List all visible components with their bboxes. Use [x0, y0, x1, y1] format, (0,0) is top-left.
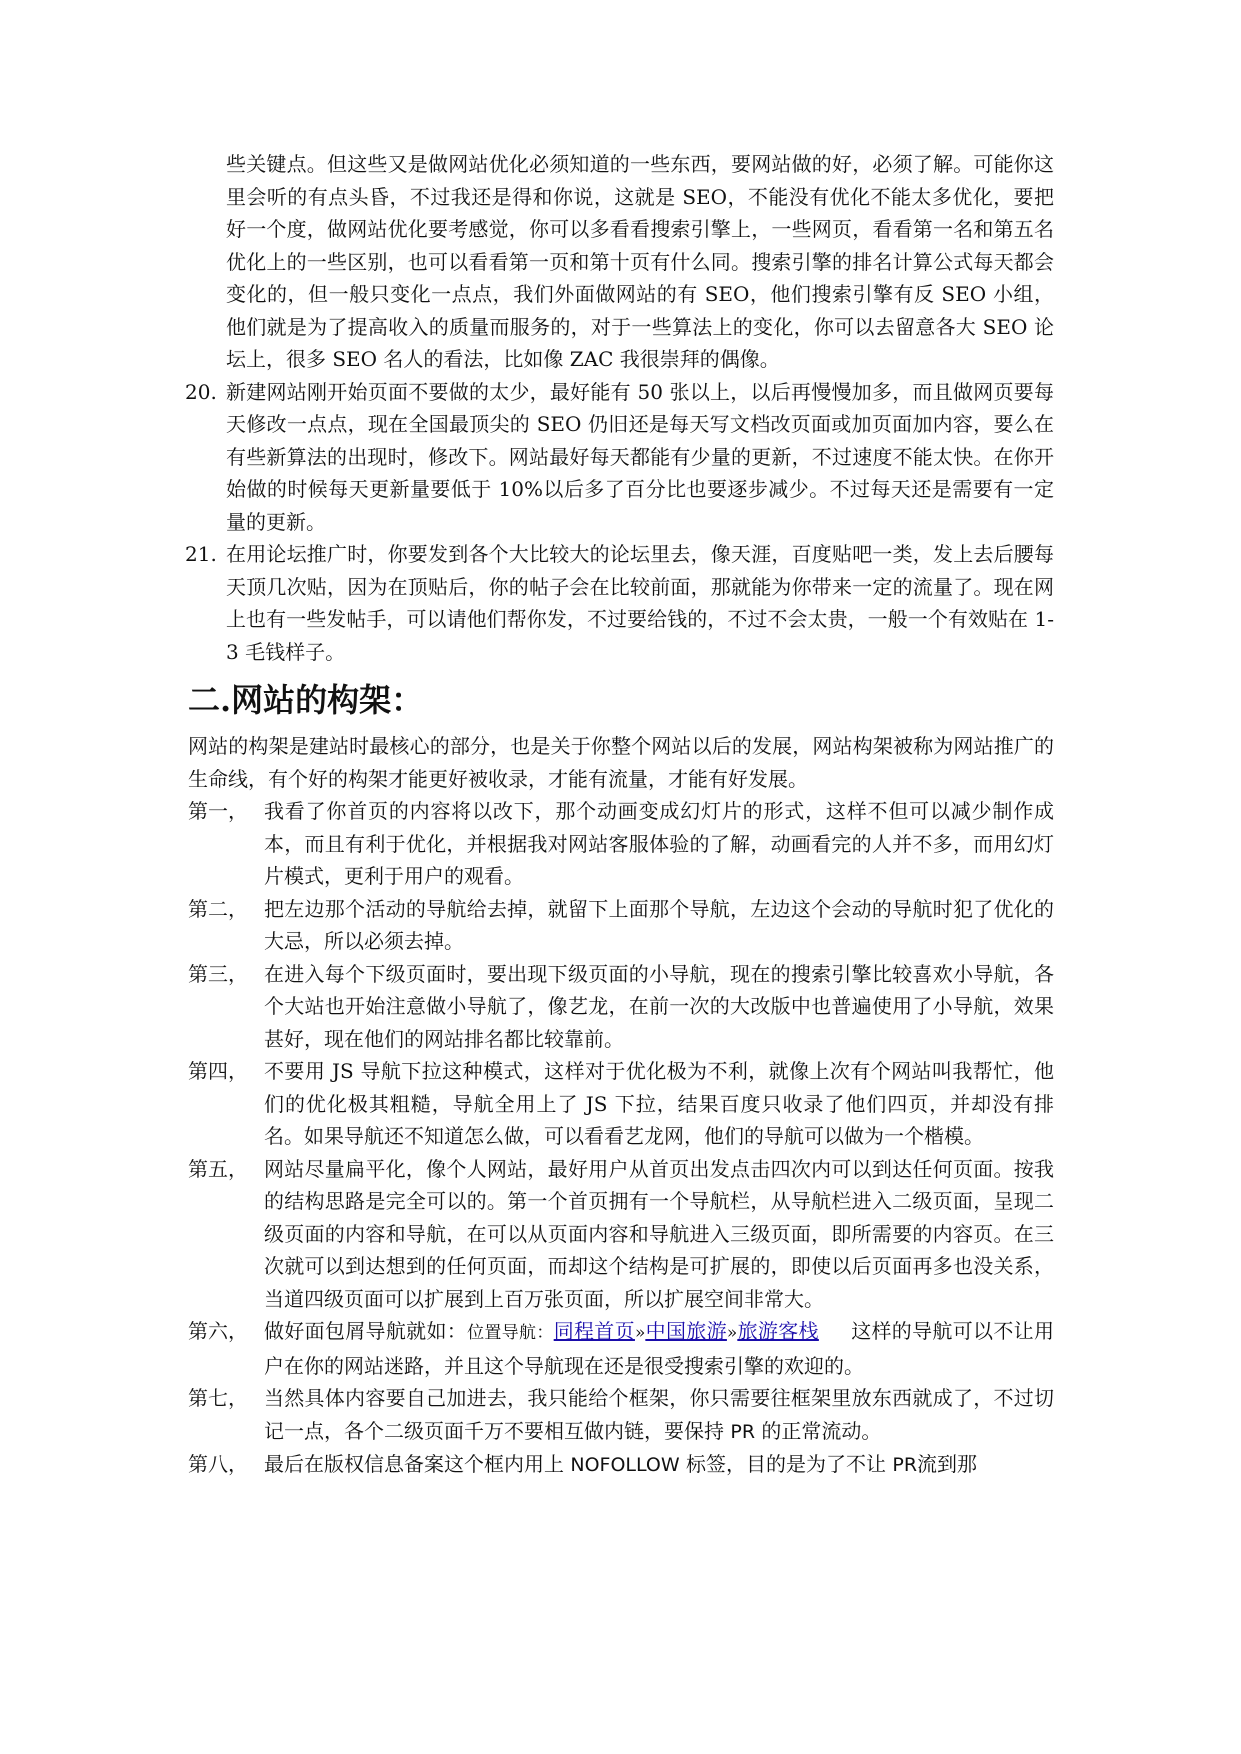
breadcrumb-label: 位置导航：: [467, 1323, 554, 1343]
list-item-text: 在用论坛推广时，你要发到各个大比较大的论坛里去，像天涯，百度贴吧一类，发上去后腰每天顶几次贴，因为在顶贴后，你的帖子会在比较前面，那就能为你带来一定的流量了。现在网上也有一些发帖手，可以请他们帮你发，不过要给钱的，不过不会太贵，一般一个有效贴在 1-3 毛钱样子。: [226, 542, 1054, 664]
point-text: 我看了你首页的内容将以改下，那个动画变成幻灯片的形式，这样不但可以减少制作成本，而且有利于优化，并根据我对网站客服体验的了解，动画看完的人并不多，而用幻灯片模式，更利于用户的观看。: [264, 799, 1054, 888]
point-label: 第三，: [188, 961, 248, 986]
point-text-a: 最后在版权信息备案这个框内用上: [264, 1452, 564, 1476]
point-label: 第四，: [188, 1059, 248, 1083]
point-item-2: [188, 893, 1054, 958]
point-text-tail: 这样的导航可以不让用户在你的网站迷路，并且这个导航现在还是很受搜索引擎的欢迎的。: [264, 1319, 1054, 1378]
breadcrumb-separator: »: [634, 1323, 646, 1343]
point-label: 第五，: [188, 1156, 248, 1181]
list-number: 21.: [185, 542, 217, 566]
point-text: 把左边那个活动的导航给去掉，就留下上面那个导航，左边这个会动的导航时犯了优化的大忌，所以必须去掉。: [264, 896, 1054, 953]
point-item-7: [188, 1382, 1054, 1448]
point-item-1: [188, 795, 1054, 893]
point-label: 第六，: [188, 1319, 248, 1343]
point-text: 不要用 JS 导航下拉这种模式，这样对于优化极为不利，就像上次有个网站叫我帮忙，他们的优化极其粗糙，导航全用上了 JS 下拉，结果百度只收录了他们四页，并却没有排名。如果导航还不知道怎么做，可以看看艺龙网，他们的导航可以做为一个楷模。: [264, 1059, 1054, 1148]
point-item-5: [188, 1153, 1054, 1316]
pr-term: PR: [892, 1454, 918, 1476]
breadcrumb-link-inns[interactable]: 旅游客栈: [737, 1319, 819, 1343]
section-heading: 二.网站的构架：: [188, 681, 424, 719]
breadcrumb-link-home[interactable]: 同程首页: [553, 1319, 635, 1343]
point-text: 网站尽量扁平化，像个人网站，最好用户从首页出发点击四次内可以到达任何页面。按我的结构思路是完全可以的。第一个首页拥有一个导航栏，从导航栏进入二级页面，呈现二级页面的内容和导航，在可以从页面内容和导航进入三级页面，即所需要的内容页。在三次就可以到达想到的任何页面，而却这个结构是可扩展的，即使以后页面再多也没关系，当道四级页面可以扩展到上百万张页面，所以扩展空间非常大。: [264, 1156, 1054, 1311]
point-text-b: 标签，目的是为了不让: [686, 1452, 887, 1476]
breadcrumb-separator: »: [726, 1323, 738, 1343]
list-number: 20.: [185, 379, 217, 404]
breadcrumb-link-china-travel[interactable]: 中国旅游: [645, 1319, 727, 1343]
point-item-6: [188, 1315, 1054, 1382]
section-intro: 网站的构架是建站时最核心的部分，也是关于你整个网站以后的发展，网站构架被称为网站推广的生命线，有个好的构架才能更好被收录，才能有流量，才能有好发展。: [188, 734, 1054, 791]
list-item-20: [185, 376, 1054, 539]
point-text: 在进入每个下级页面时，要出现下级页面的小导航，现在的搜索引擎比较喜欢小导航，各个大站也开始注意做小导航了，像艺龙，在前一次的大改版中也普遍使用了小导航，效果甚好，现在他们的网站排名都比较靠前。: [264, 961, 1054, 1051]
point-text-lead: 做好面包屑导航就如：: [264, 1319, 468, 1343]
continuation-paragraph: 些关键点。但这些又是做网站优化必须知道的一些东西，要网站做的好，必须了解。可能你这里会听的有点头昏，不过我还是得和你说，这就是 SEO，不能没有优化不能太多优化，要把好一个度，做网站优化要考感觉，你可以多看看搜索引擎上，一些网页，看看第一名和第五名优化上的一些区别，也可以看看第一页和第十页有什么同。搜索引擎的排名计算公式每天都会变化的，但一般只变化一点点，我们外面做网站的有 SEO，他们搜索引擎有反 SEO 小组，他们就是为了提高收入的质量而服务的，对于一些算法上的变化，你可以去留意各大 SEO 论坛上，很多 SEO 名人的看法，比如像 ZAC 我很崇拜的偶像。: [226, 152, 1054, 371]
point-text-b: 的正常流动。: [761, 1418, 882, 1443]
point-label: 第一，: [188, 799, 248, 823]
point-item-4: [188, 1055, 1054, 1153]
point-label: 第七，: [188, 1386, 248, 1410]
list-item-21: [185, 538, 1054, 668]
point-item-3: [188, 958, 1054, 1056]
point-label: 第二，: [188, 896, 248, 921]
point-text-c: 流到那: [917, 1452, 978, 1476]
breadcrumb: [554, 1319, 819, 1343]
point-label: 第八，: [188, 1452, 248, 1476]
point-text-a: 当然具体内容要自己加进去，我只能给个框架，你只需要往框架里放东西就成了，不过切记一点，各个二级页面千万不要相互做内链，要保持: [264, 1386, 1054, 1443]
list-item-text: 新建网站刚开始页面不要做的太少，最好能有 50 张以上，以后再慢慢加多，而且做网页要每天修改一点点，现在全国最顶尖的 SEO 仍旧还是每天写文档改页面或加页面加内容，要么在有些新算法的出现时，修改下。网站最好每天都能有少量的更新，不过速度不能太快。在你开始做的时候每天更新量要低于 10%以后多了百分比也要逐步减少。不过每天还是需要有一定量的更新。: [226, 379, 1054, 534]
nofollow-term: NOFOLLOW: [570, 1454, 680, 1476]
pr-term: PR: [730, 1420, 756, 1443]
point-item-8: [188, 1448, 1054, 1482]
